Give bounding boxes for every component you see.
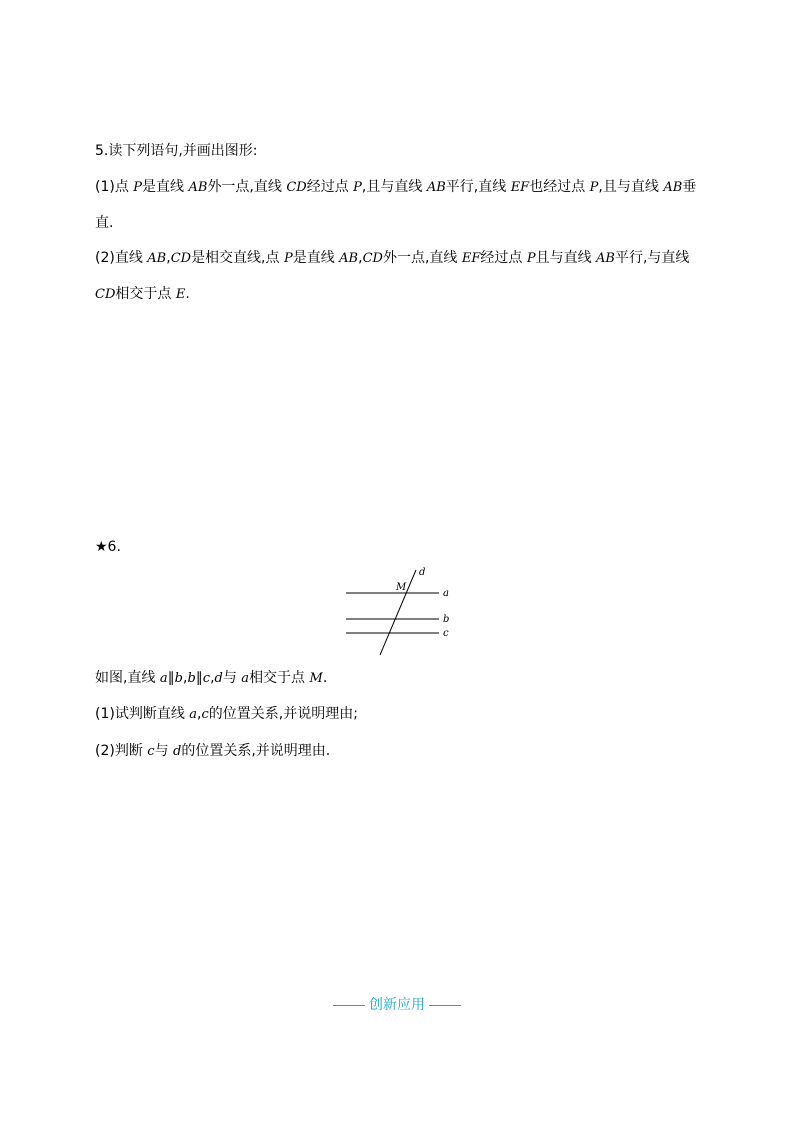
line-b: b	[174, 671, 183, 686]
text: 经过点	[480, 250, 527, 266]
label-m: M	[396, 582, 407, 593]
parallel-lines-figure	[336, 560, 466, 660]
label-a: a	[443, 588, 449, 599]
line-ab: AB	[188, 180, 208, 195]
text: (2)判断	[95, 743, 148, 759]
text: (1)试判断直线	[95, 706, 190, 722]
question-5-part-2-line-2	[95, 285, 190, 304]
parallel-symbol: ∥	[167, 670, 175, 686]
line-a: a	[189, 707, 198, 722]
text: .	[322, 670, 328, 686]
line-cd: CD	[286, 180, 307, 195]
text: ,且与直线	[598, 179, 664, 195]
text: 外一点,直线	[207, 179, 287, 195]
section-title: 创新应用	[369, 997, 425, 1013]
text: (1)点	[95, 179, 134, 195]
line-d: d	[214, 671, 223, 686]
line-c: c	[147, 744, 155, 759]
text: 的位置关系,并说明理由;	[208, 706, 358, 722]
label-b: b	[443, 614, 450, 625]
point-p: P	[589, 180, 599, 195]
line-ab: AB	[426, 180, 446, 195]
text: 是相交直线,点	[191, 250, 284, 266]
question-6-intro	[95, 669, 327, 688]
text: 是直线	[142, 179, 189, 195]
point-p: P	[526, 251, 536, 266]
text: 相交于点	[249, 670, 310, 686]
text: 也经过点	[529, 179, 590, 195]
text: 相交于点	[115, 286, 176, 302]
right-rule	[429, 1005, 461, 1006]
text: 平行,与直线	[614, 250, 690, 266]
text: ,	[197, 706, 202, 722]
line-a: a	[159, 671, 168, 686]
left-rule	[333, 1005, 365, 1006]
line-cd: CD	[95, 287, 116, 302]
text: ,	[210, 670, 215, 686]
text: 如图,直线	[95, 670, 160, 686]
point-p: P	[283, 251, 293, 266]
text: 与	[154, 743, 174, 759]
question-6-heading: ★6.	[95, 539, 121, 555]
text: 经过点	[306, 179, 354, 195]
text: 是直线	[292, 250, 340, 266]
question-6-part-1	[95, 705, 358, 724]
point-e: E	[175, 287, 186, 302]
question-5-part-2-line-1	[95, 249, 689, 268]
question-5-part-1-line-2: 直.	[95, 215, 114, 231]
line-ef: EF	[510, 180, 530, 195]
text: ,	[358, 250, 363, 266]
line-b: b	[187, 671, 196, 686]
line-ab: AB	[596, 251, 615, 266]
parallel-symbol: ∥	[195, 670, 203, 686]
line-ef: EF	[461, 251, 481, 266]
line-cd: CD	[362, 251, 383, 266]
point-m: M	[309, 671, 323, 686]
line-c: c	[201, 707, 209, 722]
point-p: P	[133, 180, 143, 195]
line-ab: AB	[147, 251, 167, 266]
label-d: d	[419, 567, 426, 578]
text: ,	[166, 250, 171, 266]
text: 与	[222, 670, 242, 686]
line-a: a	[241, 671, 250, 686]
text: .	[185, 286, 190, 302]
section-footer	[0, 994, 794, 1014]
label-c: c	[443, 628, 449, 639]
text: 外一点,直线	[382, 250, 462, 266]
question-6-part-2	[95, 742, 330, 761]
text: 垂	[682, 179, 697, 195]
text: ,	[183, 670, 188, 686]
text: 的位置关系,并说明理由.	[181, 743, 331, 759]
line-d: d	[173, 744, 182, 759]
question-5-part-1-line-1	[95, 178, 696, 197]
text: 且与直线	[535, 250, 597, 266]
line-cd: CD	[170, 251, 192, 266]
line-c: c	[202, 671, 211, 686]
line-ab: AB	[339, 251, 359, 266]
point-p: P	[353, 180, 362, 195]
text: 平行,直线	[445, 179, 511, 195]
text: ,且与直线	[361, 179, 427, 195]
question-5-heading: 5.读下列语句,并画出图形:	[95, 143, 258, 159]
text: (2)直线	[95, 250, 148, 266]
line-ab: AB	[663, 180, 683, 195]
